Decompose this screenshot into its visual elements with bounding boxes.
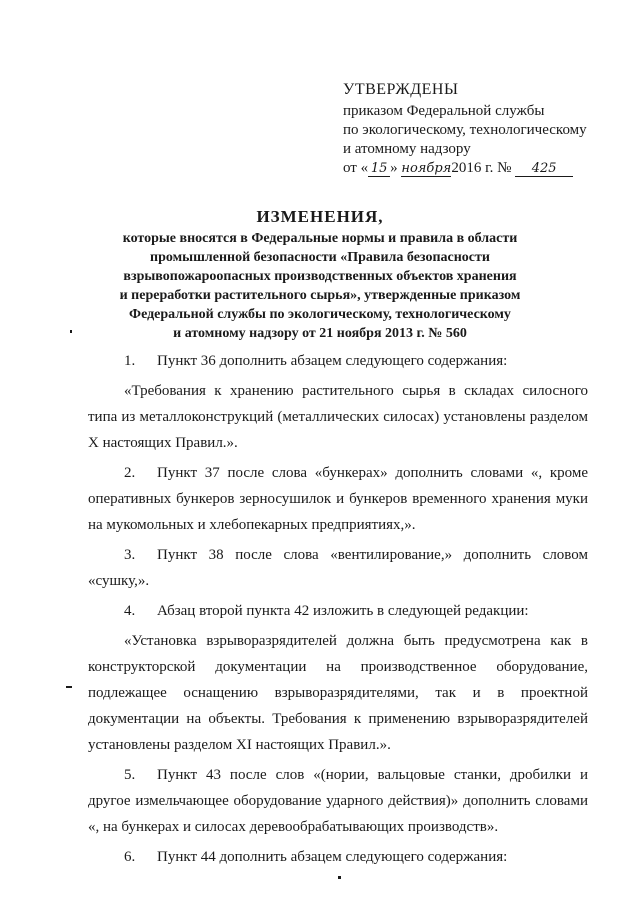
title-subtitle-line: взрывопожароопасных производственных объектов хранения: [123, 269, 517, 284]
amendment-quote: [88, 378, 588, 456]
title-main: ИЗМЕНЕНИЯ,: [256, 207, 384, 226]
title-subtitle-line: промышленной безопасности «Правила безопасности: [150, 250, 490, 265]
approved-heading: УТВЕРЖДЕНЫ: [343, 81, 459, 98]
item-number: 4.: [124, 603, 136, 619]
item-text: Абзац второй пункта 42 изложить в следующей редакции:: [157, 603, 529, 619]
title-subtitle-line: Федеральной службы по экологическому, технологическому: [129, 307, 511, 322]
date-year: 2016 г. №: [451, 160, 512, 176]
item-number: 6.: [124, 849, 136, 865]
date-day-handwritten: 15: [368, 161, 390, 177]
title-subtitle-line: и переработки растительного сырья», утвержденные приказом: [119, 288, 521, 303]
amendment-item: [88, 598, 588, 624]
order-number-handwritten: 425: [515, 161, 573, 177]
scan-speck: [338, 876, 341, 879]
document-title: [100, 207, 540, 343]
approval-line: приказом Федеральной службы: [343, 103, 545, 119]
title-subtitle-line: которые вносятся в Федеральные нормы и правила в области: [122, 231, 518, 246]
amendment-item: [88, 348, 588, 374]
item-text: Пункт 36 дополнить абзацем следующего содержания:: [157, 353, 508, 369]
item-text: «Требования к хранению растительного сырья в складах силосного типа из металлоконструкций (металлических силосах) установлены разделом X настоящих Правил.».: [88, 383, 588, 451]
item-text: Пункт 38 после слова «вентилирование,» дополнить словом «сушку,».: [88, 547, 588, 589]
item-number: 3.: [124, 547, 136, 563]
item-number: 5.: [124, 767, 136, 783]
approval-line: по экологическому, технологическому: [343, 122, 587, 138]
amendment-item: [88, 844, 588, 870]
amendment-item: [88, 762, 588, 840]
item-text: «Установка взрыворазрядителей должна быть предусмотрена как в конструкторской документации на производственное оборудование, подлежащее оснащению взрыворазрядителями, так и в проектной документации на объекты. Требования к применению взрыворазрядителей установлены разделом XI настоящих Правил.».: [88, 633, 588, 753]
date-month-handwritten: ноября: [401, 161, 452, 176]
item-text: Пункт 37 после слова «бункерах» дополнить словами «, кроме оперативных бункеров зерносушилок и бункеров временного хранения муки на мукомольных и хлебопекарных предприятиях,».: [88, 465, 588, 533]
date-mid: »: [390, 160, 398, 176]
amendment-quote: [88, 628, 588, 758]
amendment-item: [88, 542, 588, 594]
scan-speck: [70, 330, 72, 333]
item-number: 1.: [124, 353, 136, 369]
scan-speck: [66, 686, 72, 688]
amendment-item: [88, 460, 588, 538]
amendments-body: [88, 348, 588, 874]
item-number: 2.: [124, 465, 136, 481]
item-text: Пункт 44 дополнить абзацем следующего содержания:: [157, 849, 508, 865]
approval-block: [343, 80, 613, 178]
title-subtitle-line: и атомному надзору от 21 ноября 2013 г. № 560: [173, 326, 467, 341]
approval-line: и атомному надзору: [343, 141, 471, 157]
date-prefix: от «: [343, 160, 369, 176]
approval-date-line: [343, 159, 613, 178]
item-text: Пункт 43 после слов «(нории, вальцовые станки, дробилки и другое измельчающее оборудование ударного действия)» дополнить словами «, на бункерах и силосах деревообрабатывающих производств».: [88, 767, 588, 835]
